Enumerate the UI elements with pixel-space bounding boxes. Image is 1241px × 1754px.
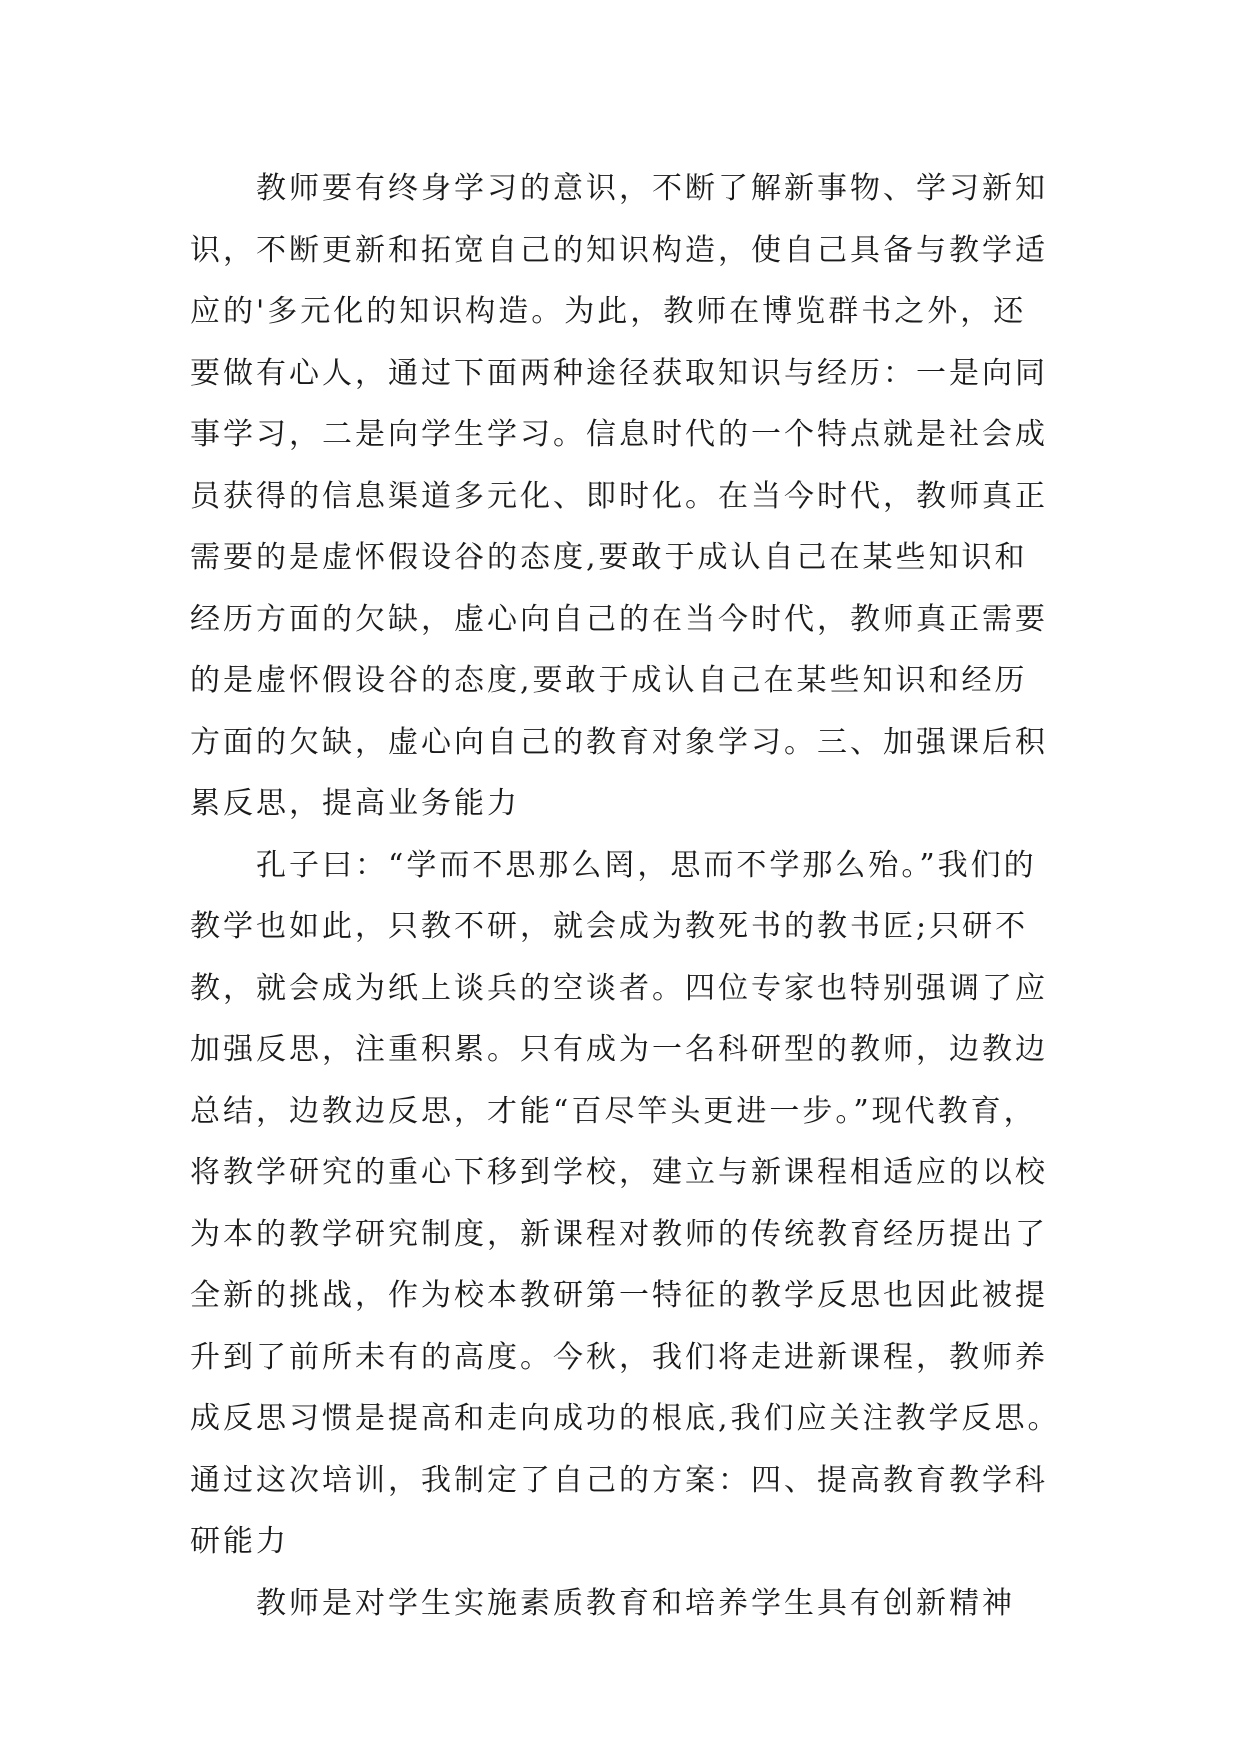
paragraph-1-line-10: 方面的欠缺，虚心向自己的教育对象学习。三、加强课后积 [190,724,1048,760]
document-body [190,158,1061,1634]
paragraph-2-line-10: 成反思习惯是提高和走向成功的根底,我们应关注教学反思。 [190,1401,1061,1436]
paragraph-1-line-4: 要做有心人，通过下面两种途径获取知识与经历：一是向同 [190,355,1048,391]
paragraph-1-line-3: 应的'多元化的知识构造。为此，教师在博览群书之外，还 [190,294,1027,329]
paragraph-2-line-7: 为本的教学研究制度，新课程对教师的传统教育经历提出了 [190,1216,1048,1252]
paragraph-1-line-7: 需要的是虚怀假设谷的态度,要敢于成认自己在某些知识和 [190,540,1028,575]
paragraph-2-line-5: 总结，边教边反思，才能“百尽竿头更进一步。”现代教育， [190,1093,1037,1129]
paragraph-2-line-11: 通过这次培训，我制定了自己的方案：四、提高教育教学科 [190,1462,1048,1498]
paragraph-1-line-5: 事学习，二是向学生学习。信息时代的一个特点就是社会成 [190,417,1048,452]
paragraph-2-line-12: 研能力 [190,1524,289,1559]
paragraph-2-line-8: 全新的挑战，作为校本教研第一特征的教学反思也因此被提 [190,1278,1048,1313]
paragraph-2-line-4: 加强反思，注重积累。只有成为一名科研型的教师，边教边 [190,1032,1048,1067]
paragraph-2-line-9: 升到了前所未有的高度。今秋，我们将走进新课程，教师养 [190,1339,1048,1375]
paragraph-2-line-1: 孔子曰：“学而不思那么罔，思而不学那么殆。”我们的 [256,847,1037,883]
paragraph-2-line-3: 教，就会成为纸上谈兵的空谈者。四位专家也特别强调了应 [190,970,1048,1006]
paragraph-1-line-9: 的是虚怀假设谷的态度,要敢于成认自己在某些知识和经历 [190,663,1028,698]
paragraph-1-line-8: 经历方面的欠缺，虚心向自己的在当今时代，教师真正需要 [190,601,1048,637]
paragraph-1-line-6: 员获得的信息渠道多元化、即时化。在当今时代，教师真正 [190,478,1048,514]
paragraph-1-line-1: 教师要有终身学习的意识，不断了解新事物、学习新知 [256,171,1048,206]
paragraph-2-line-2: 教学也如此，只教不研，就会成为教死书的教书匠;只研不 [190,909,1029,944]
paragraph-1-line-11: 累反思，提高业务能力 [190,786,520,821]
paragraph-2-line-6: 将教学研究的重心下移到学校，建立与新课程相适应的以校 [190,1155,1048,1190]
paragraph-3-line-1: 教师是对学生实施素质教育和培养学生具有创新精神 [256,1585,1015,1621]
paragraph-1-line-2: 识，不断更新和拓宽自己的知识构造，使自己具备与教学适 [190,232,1048,268]
